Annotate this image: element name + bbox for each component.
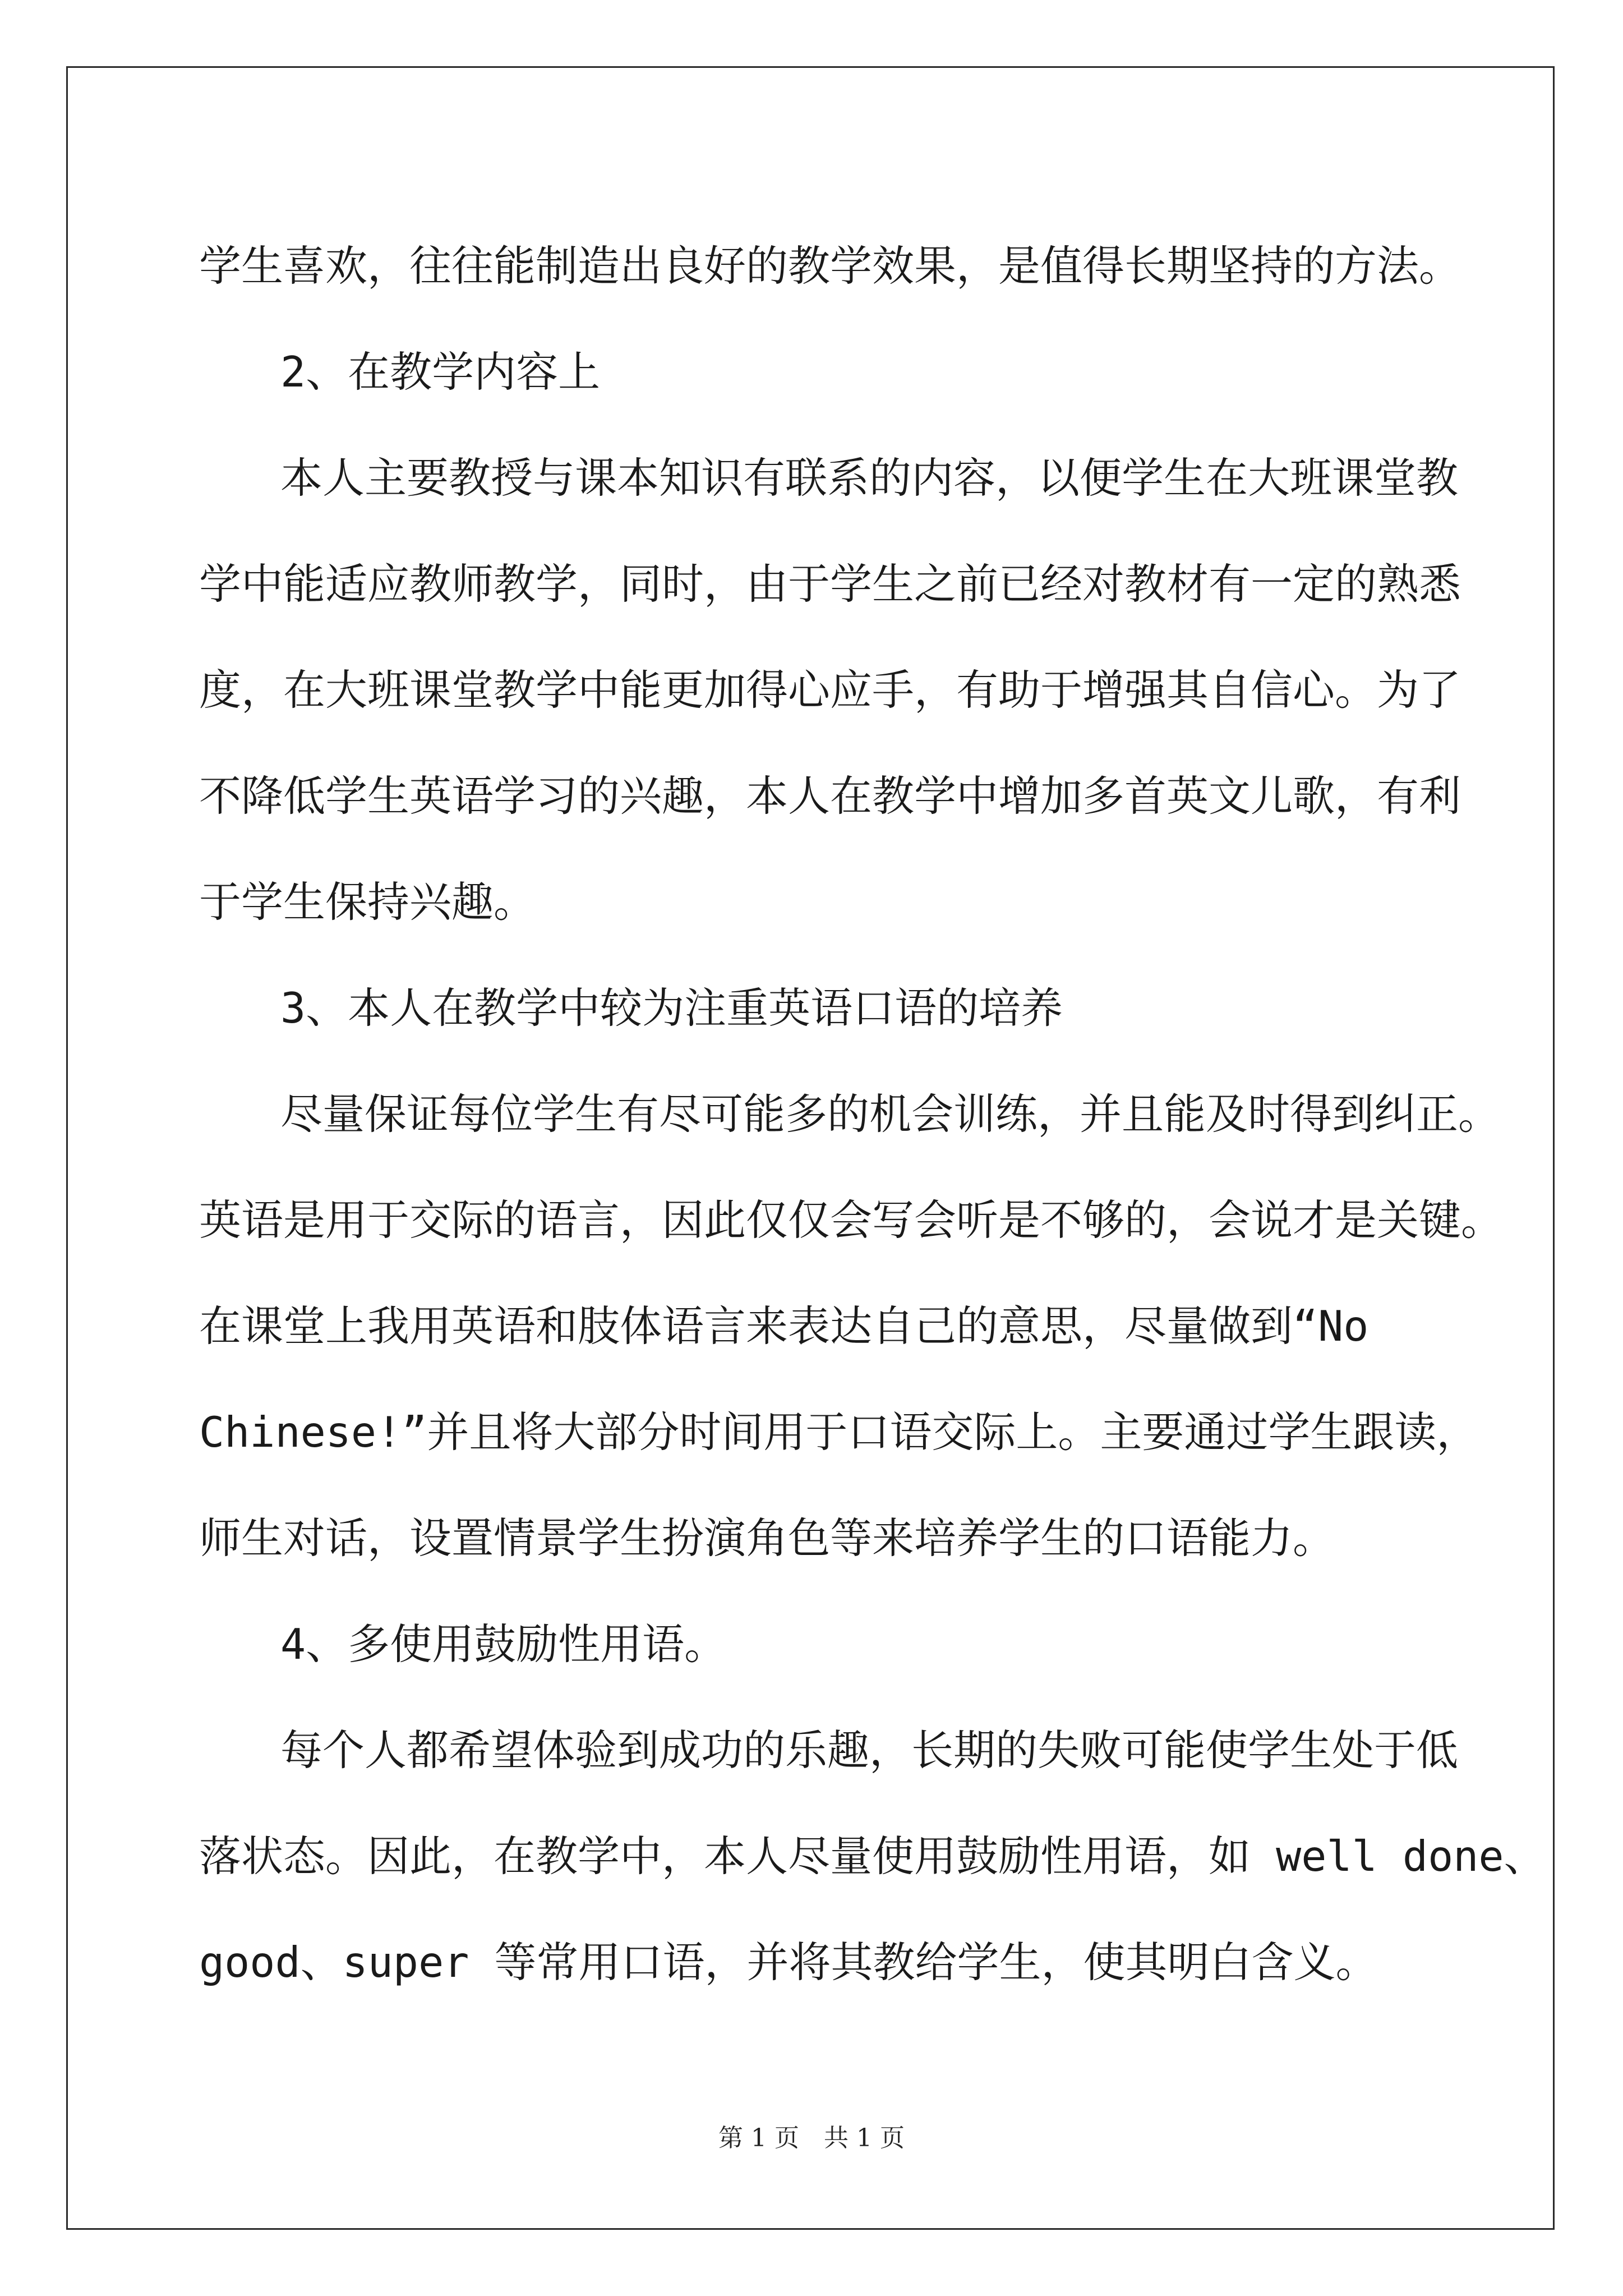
text-line: 在课堂上我用英语和肢体语言来表达自己的意思，尽量做到“No — [199, 1301, 1369, 1351]
section-heading: 4、多使用鼓励性用语。 — [280, 1619, 727, 1669]
text-line: 度，在大班课堂教学中能更加得心应手，有助于增强其自信心。为了 — [199, 665, 1461, 715]
text-line: 落状态。因此，在教学中，本人尽量使用鼓励性用语，如 well done、 — [199, 1832, 1546, 1881]
text-line: good、super 等常用口语，并将其教给学生，使其明白含义。 — [199, 1938, 1378, 1987]
text-line: 学中能适应教师教学，同时，由于学生之前已经对教材有一定的熟悉 — [199, 559, 1461, 609]
text-line: 学生喜欢，往往能制造出良好的教学效果，是值得长期坚持的方法。 — [199, 241, 1461, 291]
text-line: 师生对话，设置情景学生扮演角色等来培养学生的口语能力。 — [199, 1513, 1335, 1563]
text-line: 于学生保持兴趣。 — [199, 877, 536, 927]
text-line: 本人主要教授与课本知识有联系的内容，以便学生在大班课堂教 — [280, 453, 1459, 503]
document-body — [199, 213, 1546, 2016]
section-heading: 2、在教学内容上 — [280, 347, 601, 397]
section-heading: 3、本人在教学中较为注重英语口语的培养 — [280, 983, 1063, 1033]
text-line: 尽量保证每位学生有尽可能多的机会训练，并且能及时得到纠正。 — [280, 1089, 1501, 1139]
text-line: 每个人都希望体验到成功的乐趣，长期的失败可能使学生处于低 — [280, 1726, 1459, 1775]
text-line: Chinese!”并且将大部分时间用于口语交际上。主要通过学生跟读， — [199, 1407, 1479, 1457]
text-line: 不降低学生英语学习的兴趣，本人在教学中增加多首英文儿歌，有利 — [199, 771, 1461, 821]
page-number-footer: 第 1 页 共 1 页 — [718, 2124, 905, 2152]
text-line: 英语是用于交际的语言，因此仅仅会写会听是不够的，会说才是关键。 — [199, 1195, 1504, 1245]
